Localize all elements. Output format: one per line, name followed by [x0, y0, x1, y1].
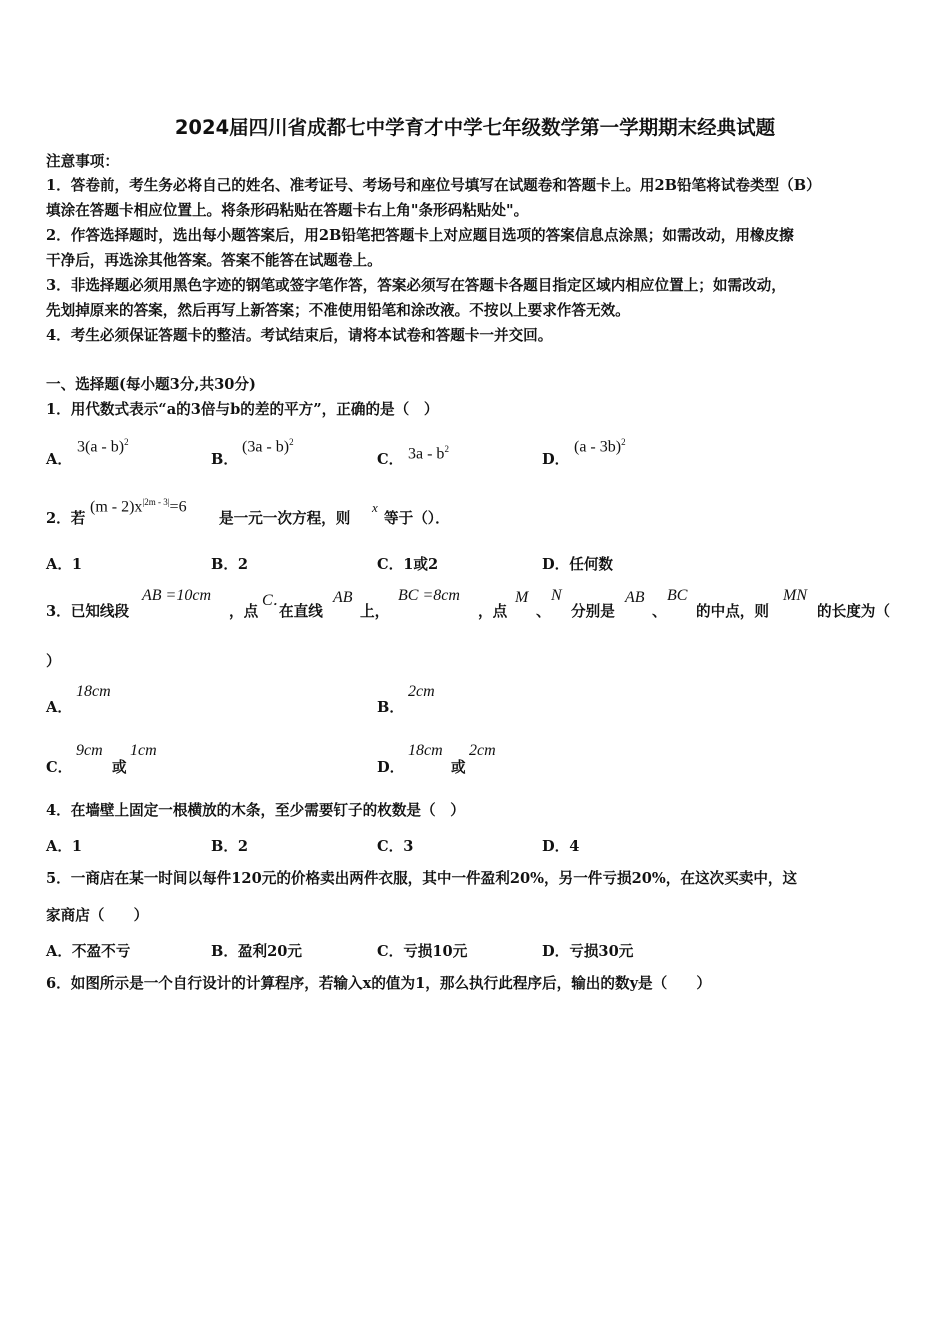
question-1-stem: 1．用代数式表示“a的3倍与b的差的平方”，正确的是（ ） [46, 401, 439, 418]
q3-option-c-value-1: 9cm [76, 742, 103, 759]
q3-option-c-label: C． [46, 759, 73, 776]
notice-heading: 注意事项： [46, 153, 119, 170]
page-title: 2024届四川省成都七中学育才中学七年级数学第一学期期末经典试题 [174, 116, 776, 139]
question-5-stem-line-1: 5．一商店在某一时间以每件120元的价格卖出两件衣服，其中一件盈利20%，另一件亏损20%，在这次买卖中，这 [46, 870, 798, 887]
q1-option-b-math: (3a - b)$^2$ [242, 437, 294, 456]
q4-option-c: C．3 [377, 838, 414, 855]
q2-variable-x: x [372, 500, 378, 515]
q3-option-a-label: A． [46, 699, 72, 716]
q1-option-b-label: B． [211, 451, 238, 468]
q3-line-ab: AB [333, 589, 353, 606]
q2-text: 是一元一次方程，则 [219, 510, 351, 527]
q1-option-a-label: A． [46, 451, 72, 468]
q3-segment-mn: MN [783, 587, 807, 604]
q3-option-c-or: 或 [112, 759, 127, 776]
q5-option-c: C．亏损10元 [377, 943, 468, 960]
q3-prefix: 3．已知线段 [46, 603, 130, 620]
q3-option-b-label: B． [377, 699, 404, 716]
q2-equation: $(m - 2)x^{|2m - 3|}=6$ [90, 497, 187, 516]
q3-option-d-or: 或 [451, 759, 466, 776]
q3-text-dun: 、 [536, 603, 551, 620]
question-6-stem: 6．如图所示是一个自行设计的计算程序，若输入x的值为1，那么执行此程序后，输出的数y是（ ） [46, 975, 712, 992]
q3-option-d-value-1: 18cm [408, 742, 443, 759]
q3-text-dian2: ，点 [478, 603, 508, 620]
q3-point-c: C． [262, 592, 289, 609]
q3-option-a-value: 18cm [76, 683, 111, 700]
q3-option-c-value-2: 1cm [130, 742, 157, 759]
q2-option-a: A．1 [46, 556, 83, 573]
q2-option-b: B．2 [211, 556, 249, 573]
q2-option-c: C．1或2 [377, 556, 439, 573]
q3-text-dian1: ，点 [229, 603, 259, 620]
q3-ab-length: AB =10cm [142, 587, 211, 604]
q5-option-b: B．盈利20元 [211, 943, 303, 960]
notice-line-5: 3．非选择题必须用黑色字迹的钢笔或签字笔作答，答案必须写在答题卡各题目指定区域内相应位置上；如需改动， [46, 277, 786, 294]
q1-option-d-label: D． [542, 451, 570, 468]
q5-option-a: A．不盈不亏 [46, 943, 131, 960]
notice-line-2: 填涂在答题卡相应位置上。将条形码粘贴在答题卡右上角"条形码粘贴处"。 [46, 202, 529, 219]
q4-option-b: B．2 [211, 838, 249, 855]
q3-option-d-value-2: 2cm [469, 742, 496, 759]
notice-line-7: 4．考生必须保证答题卡的整洁。考试结束后，请将本试卷和答题卡一并交回。 [46, 327, 553, 344]
q3-text-shang: 上， [360, 603, 390, 620]
section-heading: 一、选择题(每小题3分,共30分) [46, 376, 256, 393]
q3-segment-bc: BC [667, 587, 688, 604]
q1-option-a-math: 3(a - b)$^2$ [77, 437, 129, 456]
q5-option-d: D．亏损30元 [542, 943, 634, 960]
question-4-stem: 4．在墙壁上固定一根横放的木条，至少需要钉子的枚数是（ ） [46, 802, 465, 819]
q3-text-mid: 的中点，则 [696, 603, 769, 620]
q3-text-dun2: 、 [652, 603, 667, 620]
q2-option-d: D．任何数 [542, 556, 614, 573]
q3-point-n: N [551, 587, 562, 604]
q3-bc-length: BC =8cm [398, 587, 460, 604]
q3-option-b-value: 2cm [408, 683, 435, 700]
notice-line-6: 先划掉原来的答案，然后再写上新答案；不准使用铅笔和涂改液。不按以上要求作答无效。 [46, 302, 630, 319]
q1-option-d-math: (a - 3b)$^2$ [574, 437, 626, 456]
q3-text-len: 的长度为（ [817, 603, 890, 620]
q3-segment-ab: AB [625, 589, 645, 606]
q3-text-resp: 分别是 [571, 603, 615, 620]
q4-option-a: A．1 [46, 838, 83, 855]
q3-close-paren: ） [46, 653, 61, 670]
question-5-stem-line-2: 家商店（ ） [46, 907, 149, 924]
q2-prefix: 2．若 [46, 510, 86, 527]
notice-line-1: 1．答卷前，考生务必将自己的姓名、准考证号、考场号和座位号填写在试题卷和答题卡上。用2B铅笔将试卷类型（B） [46, 177, 821, 194]
q2-tail: 等于（）． [384, 510, 450, 527]
notice-line-3: 2．作答选择题时，选出每小题答案后，用2B铅笔把答题卡上对应题目选项的答案信息点涂黑；如需改动，用橡皮擦 [46, 227, 794, 244]
q3-option-d-label: D． [377, 759, 405, 776]
q1-option-c-label: C． [377, 451, 404, 468]
q1-option-c-math: $3a - b^2$ [408, 444, 449, 463]
q3-point-m: M [515, 589, 529, 606]
notice-line-4: 干净后，再选涂其他答案。答案不能答在试题卷上。 [46, 252, 382, 269]
q3-text-on-line: 在直线 [279, 603, 323, 620]
q4-option-d: D．4 [542, 838, 580, 855]
